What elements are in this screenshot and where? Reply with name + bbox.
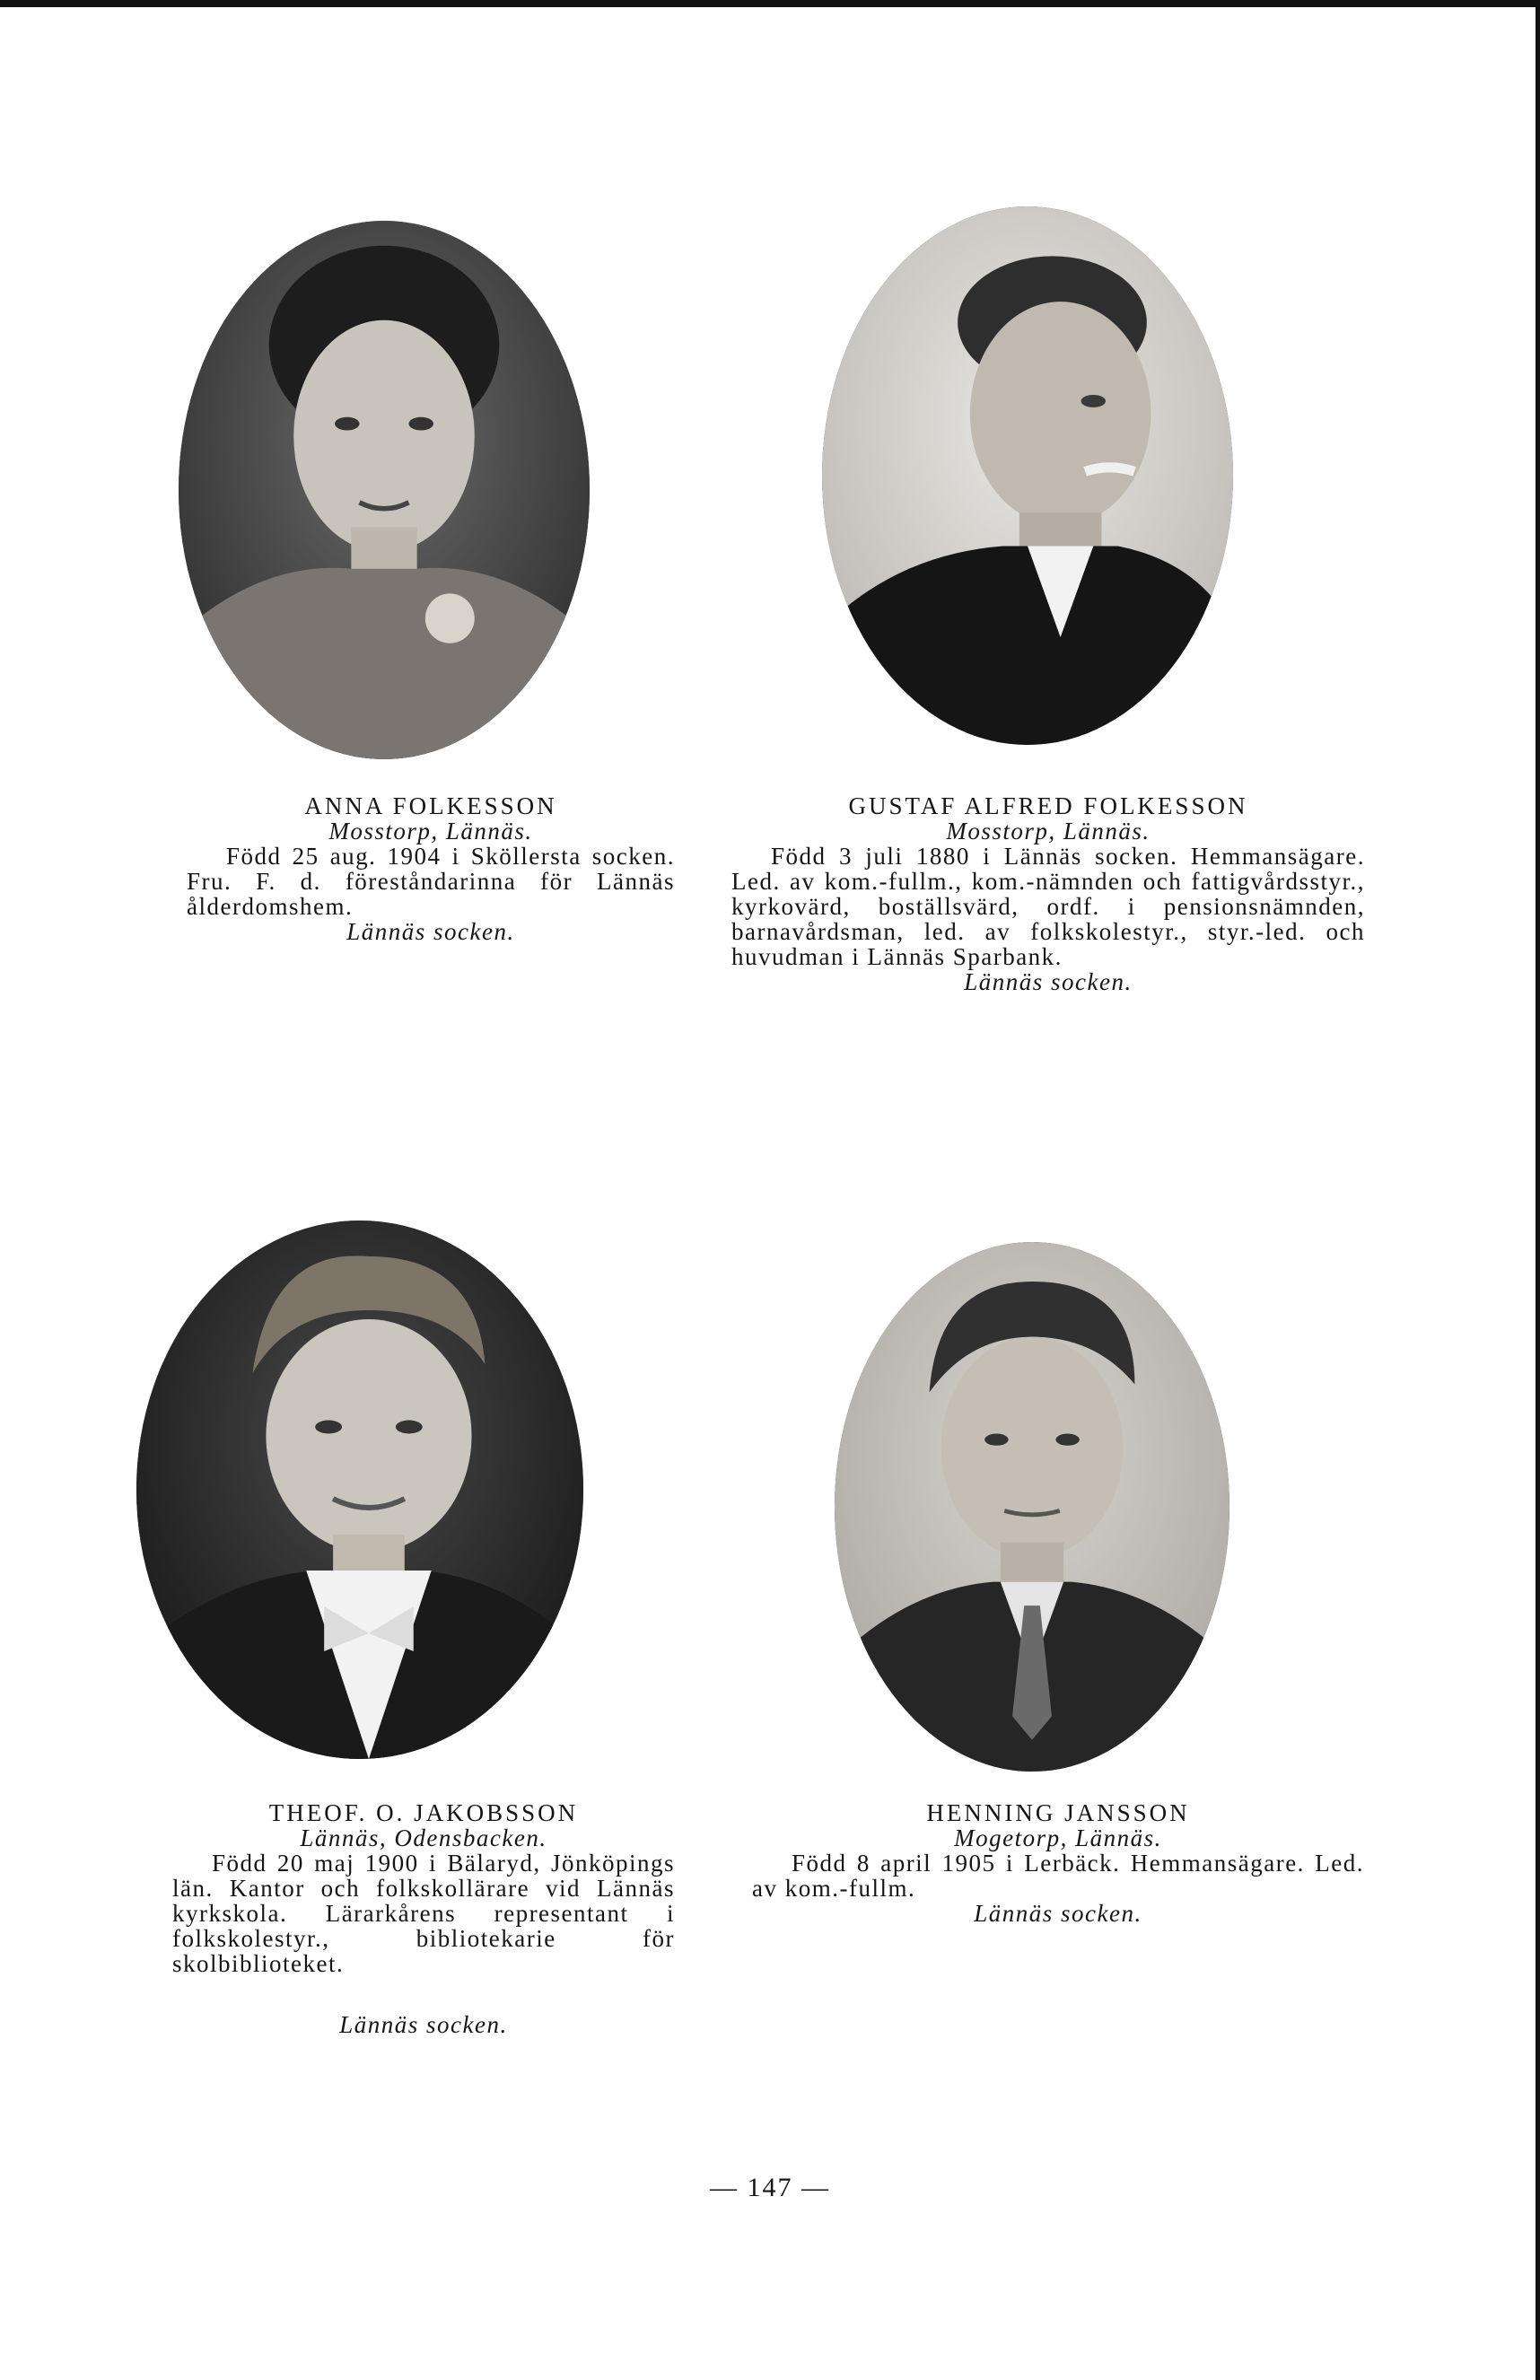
portrait-photo-gustaf-alfred-folkesson [822,206,1233,745]
person-bio: Född 8 april 1905 i Lerbäck. Hemmansägare. Led. av kom.-fullm. [752,1850,1364,1902]
person-place: Mosstorp, Lännäs. [328,818,533,844]
person-place: Lännäs, Odensbacken. [300,1824,547,1851]
caption-theof-o-jakobsson [172,1800,675,2037]
person-bio: Född 20 maj 1900 i Bälaryd, Jönköpings län. Kantor och folkskollärare vid Lännäs kyrkskola. Lärarkårens representant i folkskolestyr., bibliotekarie för skolbiblioteket. [172,1850,675,1977]
person-parish: Lännäs socken. [339,2011,508,2038]
caption-henning-jansson [752,1800,1364,1926]
person-parish: Lännäs socken. [346,918,515,945]
portrait-photo-henning-jansson [835,1242,1229,1772]
caption-anna-folkesson [187,793,675,944]
person-parish: Lännäs socken. [964,968,1133,995]
person-place: Mosstorp, Lännäs. [946,818,1151,844]
person-bio: Född 25 aug. 1904 i Sköllersta socken. Fru. F. d. föreståndarinna för Lännäs ålderdomshem. [187,843,675,920]
person-bio: Född 3 juli 1880 i Lännäs socken. Hemmansägare. Led. av kom.-fullm., kom.-nämnden och fattigvårdsstyr., kyrkovärd, boställsvärd, ordf. i pensionsnämnden, barnavårdsman, led. av folkskolestyr., styr.-led. och huvudman i Lännäs Sparbank. [731,843,1365,970]
person-name: GUSTAF ALFRED FOLKESSON [848,792,1248,819]
portrait-photo-anna-folkesson [179,221,590,759]
caption-gustaf-alfred-folkesson [731,793,1365,994]
person-parish: Lännäs socken. [974,1900,1142,1927]
page-number: — 147 — [710,2173,830,2202]
person-name: HENNING JANSSON [926,1799,1190,1826]
person-name: THEOF. O. JAKOBSSON [268,1799,579,1826]
portrait-photo-theof-o-jakobsson [136,1221,583,1759]
person-name: ANNA FOLKESSON [304,792,557,819]
person-place: Mogetorp, Lännäs. [954,1824,1162,1851]
